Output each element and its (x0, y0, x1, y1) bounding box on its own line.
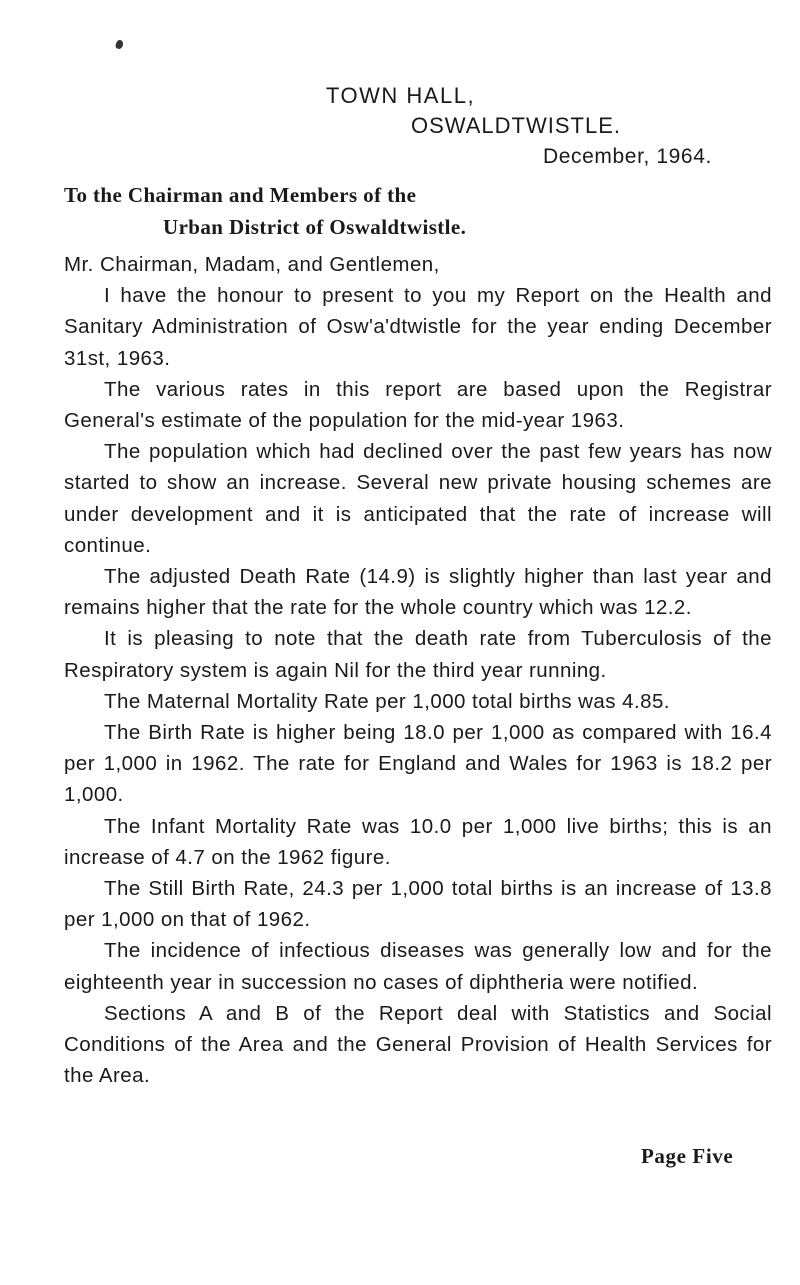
paragraph-introduction: I have the honour to present to you my Report on the Health and Sanitary Administration of Osw'a'dtwistle for the year ending December 31st, 1963. (64, 284, 772, 370)
header-date: December, 1964. (543, 145, 712, 168)
paragraph-death-rate: The adjusted Death Rate (14.9) is slightly higher than last year and remains higher that the rate for the whole country which was 12.2. (64, 565, 772, 620)
addressee-line-2: Urban District of Oswaldtwistle. (163, 215, 467, 239)
addressee-line-1: To the Chairman and Members of the (64, 183, 417, 207)
paragraph-infant-mortality: The Infant Mortality Rate was 10.0 per 1,000 live births; this is an increase of 4.7 on the 1962 figure. (64, 814, 772, 869)
salutation: Mr. Chairman, Madam, and Gentlemen, (64, 253, 440, 276)
header-town-name: OSWALDTWISTLE. (411, 113, 621, 138)
paragraph-maternal-mortality: The Maternal Mortality Rate per 1,000 total births was 4.85. (104, 689, 670, 713)
ink-speck (115, 39, 125, 50)
paragraph-still-birth-rate: The Still Birth Rate, 24.3 per 1,000 total births is an increase of 13.8 per 1,000 on that of 1962. (64, 877, 772, 932)
paragraph-rates-basis: The various rates in this report are based upon the Registrar General's estimate of the population for the mid-year 1963. (64, 377, 772, 433)
report-body (64, 249, 772, 1091)
page-number: Page Five (641, 1144, 734, 1168)
paragraph-tuberculosis: It is pleasing to note that the death rate from Tuberculosis of the Respiratory system is again Nil for the third year running. (64, 627, 772, 682)
paragraph-population: The population which had declined over the past few years has now started to show an increase. Several new private housing schemes are under development and it is anticipated that the rate of increase will continue. (64, 440, 772, 557)
header-town-hall: TOWN HALL, (326, 83, 476, 108)
paragraph-infectious-diseases: The incidence of infectious diseases was generally low and for the eighteenth year in succession no cases of diphtheria were notified. (64, 939, 772, 994)
paragraph-birth-rate: The Birth Rate is higher being 18.0 per 1,000 as compared with 16.4 per 1,000 in 1962. The rate for England and Wales for 1963 is 18.2 per 1,000. (64, 721, 772, 807)
paragraph-sections: Sections A and B of the Report deal with Statistics and Social Conditions of the Area and the General Provision of Health Services for the Area. (64, 1001, 772, 1088)
